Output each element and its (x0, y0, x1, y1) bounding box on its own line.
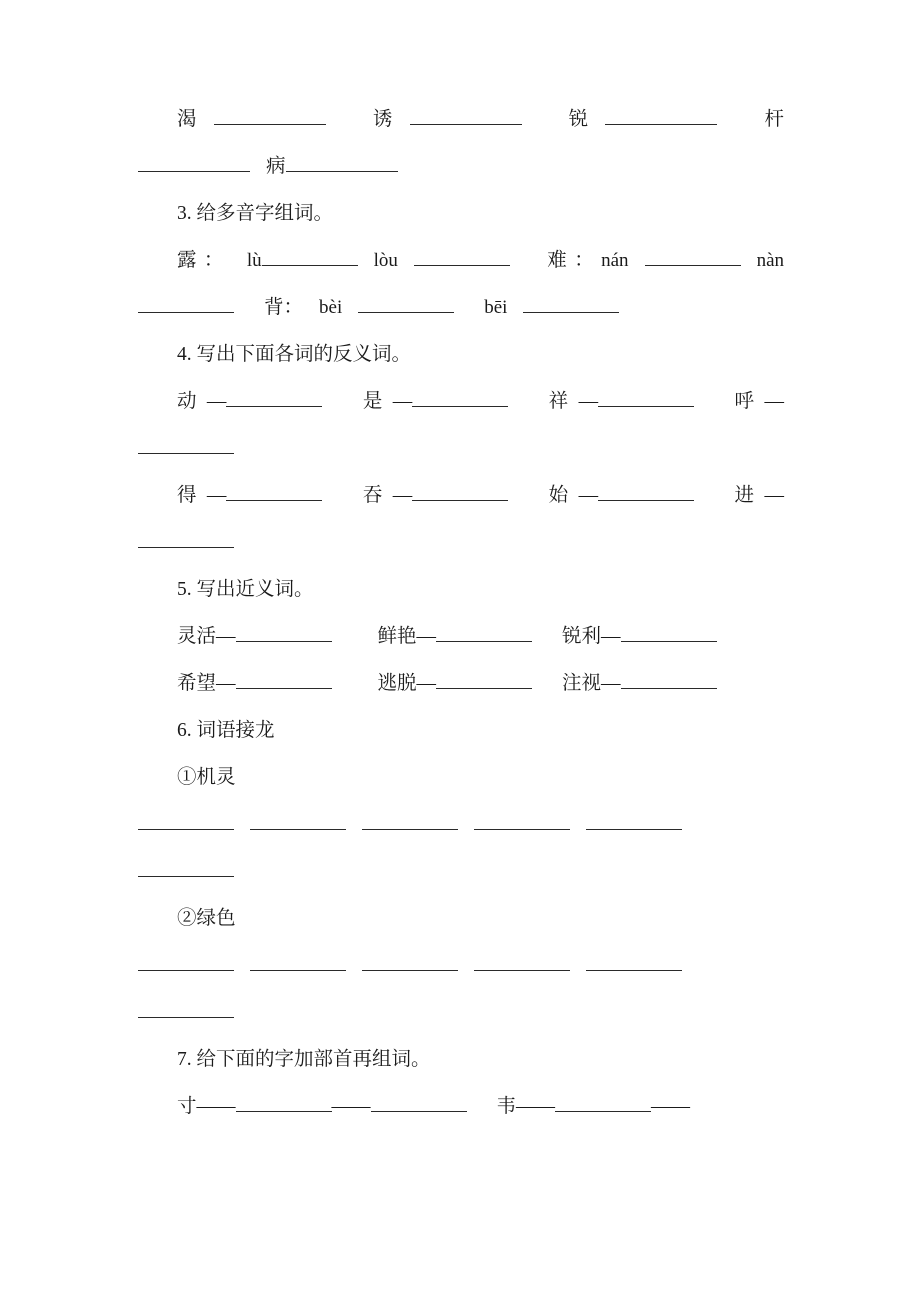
blank-field[interactable] (362, 810, 458, 830)
synonym-prompt-linghuo: 灵活— (177, 626, 236, 647)
blank-field[interactable] (138, 998, 234, 1018)
exercise-2-blanks-row (138, 96, 784, 190)
word-chain-item-1-seed: ①机灵 (177, 767, 236, 788)
blank-field[interactable] (621, 622, 717, 642)
blank-field[interactable] (226, 387, 322, 407)
exercise-4-row-2 (138, 472, 784, 566)
blank-field[interactable] (555, 1092, 651, 1112)
dash-separator: —— (196, 1096, 236, 1117)
blank-field[interactable] (138, 951, 234, 971)
worksheet-content (138, 96, 784, 1130)
dash-separator: —— (651, 1096, 691, 1117)
antonym-prompt-hu: 呼— (724, 391, 784, 412)
char-ke: 渴 (177, 109, 214, 130)
blank-field[interactable] (412, 387, 508, 407)
pinyin-lu4: lù (246, 250, 262, 271)
pinyin-lou4: lòu (373, 250, 398, 271)
blank-field[interactable] (598, 481, 694, 501)
heading-exercise-6: 6. 词语接龙 (177, 720, 275, 741)
exercise-3-row (138, 237, 784, 331)
polyphone-char-nan: 难： (539, 250, 602, 271)
char-rui: 锐 (551, 109, 606, 130)
antonym-prompt-dong: 动— (177, 391, 227, 412)
blank-field[interactable] (262, 246, 358, 266)
blank-field[interactable] (236, 622, 332, 642)
blank-field[interactable] (138, 434, 234, 454)
exercise-4-row-1 (138, 378, 784, 472)
antonym-prompt-shi: 是— (352, 391, 413, 412)
blank-field[interactable] (138, 528, 234, 548)
radical-base-cun: 寸 (177, 1096, 197, 1117)
heading-exercise-3: 3. 给多音字组词。 (177, 203, 334, 224)
dash-separator: —— (331, 1096, 371, 1117)
blank-field[interactable] (586, 810, 682, 830)
antonym-prompt-shi-start: 始— (538, 485, 599, 506)
char-gan: 杆 (747, 109, 784, 130)
synonym-prompt-xiwang: 希望— (177, 673, 236, 694)
synonym-prompt-ruili: 锐利— (562, 626, 621, 647)
char-bing: 病 (266, 156, 286, 177)
blank-field[interactable] (138, 152, 250, 172)
blank-field[interactable] (362, 951, 458, 971)
radical-base-wei: 韦 (496, 1096, 517, 1117)
blank-field[interactable] (474, 951, 570, 971)
pinyin-nan4: nàn (756, 250, 784, 271)
blank-field[interactable] (523, 293, 619, 313)
polyphone-char-lu: 露： (177, 250, 231, 271)
pinyin-bei4: bèi (319, 297, 343, 318)
synonym-prompt-xianyan: 鲜艳— (377, 626, 437, 647)
blank-field[interactable] (414, 246, 510, 266)
antonym-prompt-de: 得— (177, 485, 227, 506)
blank-field[interactable] (226, 481, 322, 501)
heading-exercise-5: 5. 写出近义词。 (177, 579, 314, 600)
polyphone-char-bei: 背： (264, 297, 304, 318)
blank-field[interactable] (410, 105, 522, 125)
pinyin-nan2: nán (601, 250, 629, 271)
blank-field[interactable] (605, 105, 717, 125)
synonym-prompt-taotuo: 逃脱— (377, 673, 437, 694)
blank-field[interactable] (436, 622, 532, 642)
blank-field[interactable] (371, 1092, 467, 1112)
blank-field[interactable] (236, 669, 332, 689)
blank-field[interactable] (436, 669, 532, 689)
exercise-5-row-1 (138, 613, 784, 660)
heading-exercise-4: 4. 写出下面各词的反义词。 (177, 344, 412, 365)
blank-field[interactable] (412, 481, 508, 501)
pinyin-bei1: bēi (484, 297, 508, 318)
synonym-prompt-zhushi: 注视— (562, 673, 621, 694)
blank-field[interactable] (586, 951, 682, 971)
blank-field[interactable] (598, 387, 694, 407)
blank-field[interactable] (645, 246, 741, 266)
blank-field[interactable] (250, 951, 346, 971)
blank-field[interactable] (138, 857, 234, 877)
antonym-prompt-xiang: 祥— (538, 391, 599, 412)
exercise-5-row-2 (138, 660, 784, 707)
dash-separator: —— (516, 1096, 556, 1117)
blank-field[interactable] (250, 810, 346, 830)
heading-exercise-7: 7. 给下面的字加部首再组词。 (177, 1049, 431, 1070)
antonym-prompt-jin: 进— (724, 485, 784, 506)
antonym-prompt-tun: 吞— (352, 485, 413, 506)
blank-field[interactable] (236, 1092, 332, 1112)
exercise-7-row (138, 1083, 784, 1130)
word-chain-item-1-blanks (138, 801, 784, 895)
char-you: 诱 (355, 109, 410, 130)
blank-field[interactable] (286, 152, 398, 172)
blank-field[interactable] (138, 810, 234, 830)
blank-field[interactable] (474, 810, 570, 830)
word-chain-item-2-blanks (138, 942, 784, 1036)
blank-field[interactable] (621, 669, 717, 689)
word-chain-item-2-seed: ②绿色 (177, 908, 236, 929)
blank-field[interactable] (214, 105, 326, 125)
blank-field[interactable] (358, 293, 454, 313)
blank-field[interactable] (138, 293, 234, 313)
